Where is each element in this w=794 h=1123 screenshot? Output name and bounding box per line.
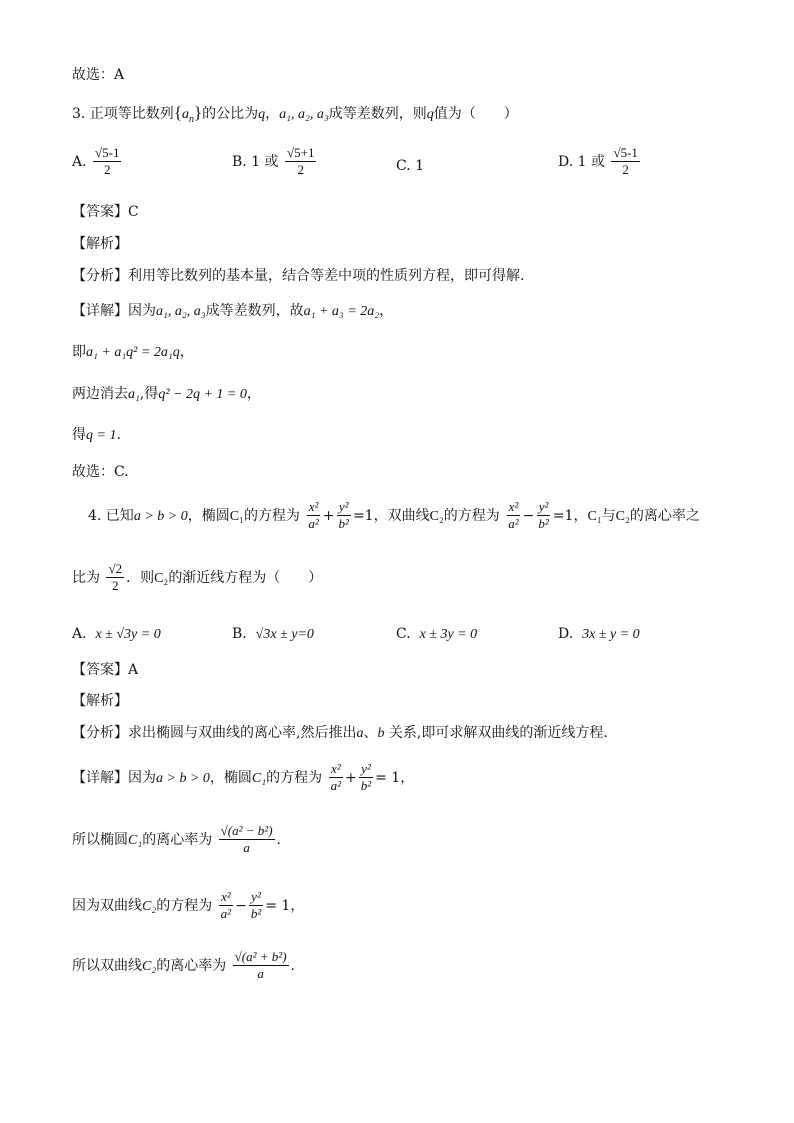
q4-fenxi: 【分析】求出椭圆与双曲线的离心率,然后推出a、b 关系,即可求解双曲线的渐近线方程. [72,725,608,741]
q3-detail-line-4: 得q = 1. [72,427,121,443]
q4-option-a: A. x ± √3y = 0 [72,626,161,642]
q3-fenxi: 【分析】利用等比数列的基本量，结合等差中项的性质列方程，即可得解. [72,268,525,284]
q4-stem-line-1: 4. 已知a > b > 0，椭圆C₁的方程为 $\frac{\text{x²}}{\text{a²}}$ + $\frac{\text{y²}}{\text{b²}}$ =1，双曲线C₂的方程为 $\frac{\text{x²}}{\text{a²}}$ − $\frac{\text{y²}}{\text{b²}}$ =1，C₁与C₂的离心率之 [88,499,700,532]
q2-final-answer: 故选：A [72,67,125,83]
q4-answer: 【答案】A [72,662,139,678]
q4-stem-line-2: 比为 $\frac{√2}{2}$ ．则C₂的渐近线方程为（ ） [72,561,323,594]
q3-option-c: C. 1 [396,158,425,174]
q4-option-b: B. √3x ± y=0 [232,626,314,642]
q3-option-a: A. $\frac{√5-1}{2}$ [72,145,120,178]
q3-answer: 【答案】C [72,204,139,220]
q4-detail-line-4: 所以双曲线C₂的离心率为 $\frac{\text{√(a² + b²)}}{a}$ . [72,949,295,982]
q3-final: 故选：C. [72,464,129,480]
q3-detail-line-2: 即a₁ + a₁q² = 2a₁q， [72,344,194,360]
q3-detail-line-1: 【详解】因为a₁, a₂, a₃成等差数列，故a₁ + a₃ = 2a₂， [72,303,394,319]
q3-analysis-tag: 【解析】 [72,236,128,252]
q3-option-d: D. 1 或 $\frac{√5-1}{2}$ [558,145,638,178]
q4-detail-line-3: 因为双曲线C₂的方程为 $\frac{\text{x²}}{\text{a²}}$ − $\frac{\text{y²}}{\text{b²}}$ = 1， [72,889,305,922]
q4-option-d: D. 3x ± y = 0 [558,626,640,642]
q4-analysis-tag: 【解析】 [72,693,128,709]
q4-detail-line-1: 【详解】因为a > b > 0，椭圆C₁的方程为 $\frac{\text{x²}}{\text{a²}}$ + $\frac{\text{y²}}{\text{b²}}$ = 1， [72,761,415,794]
q4-option-c: C. x ± 3y = 0 [396,626,478,642]
q3-option-b: B. 1 或 $\frac{√5+1}{2}$ [232,145,315,178]
q3-detail-line-3: 两边消去a₁,得q² − 2q + 1 = 0， [72,386,261,402]
q4-detail-line-2: 所以椭圆C₁的离心率为 $\frac{\text{√(a² − b²)}}{a}$ . [72,823,281,856]
q3-stem: 3. 正项等比数列$\{a_n\}$的公比为q，a₁, a₂, a₃成等差数列，则q值为（ ） [72,103,518,125]
